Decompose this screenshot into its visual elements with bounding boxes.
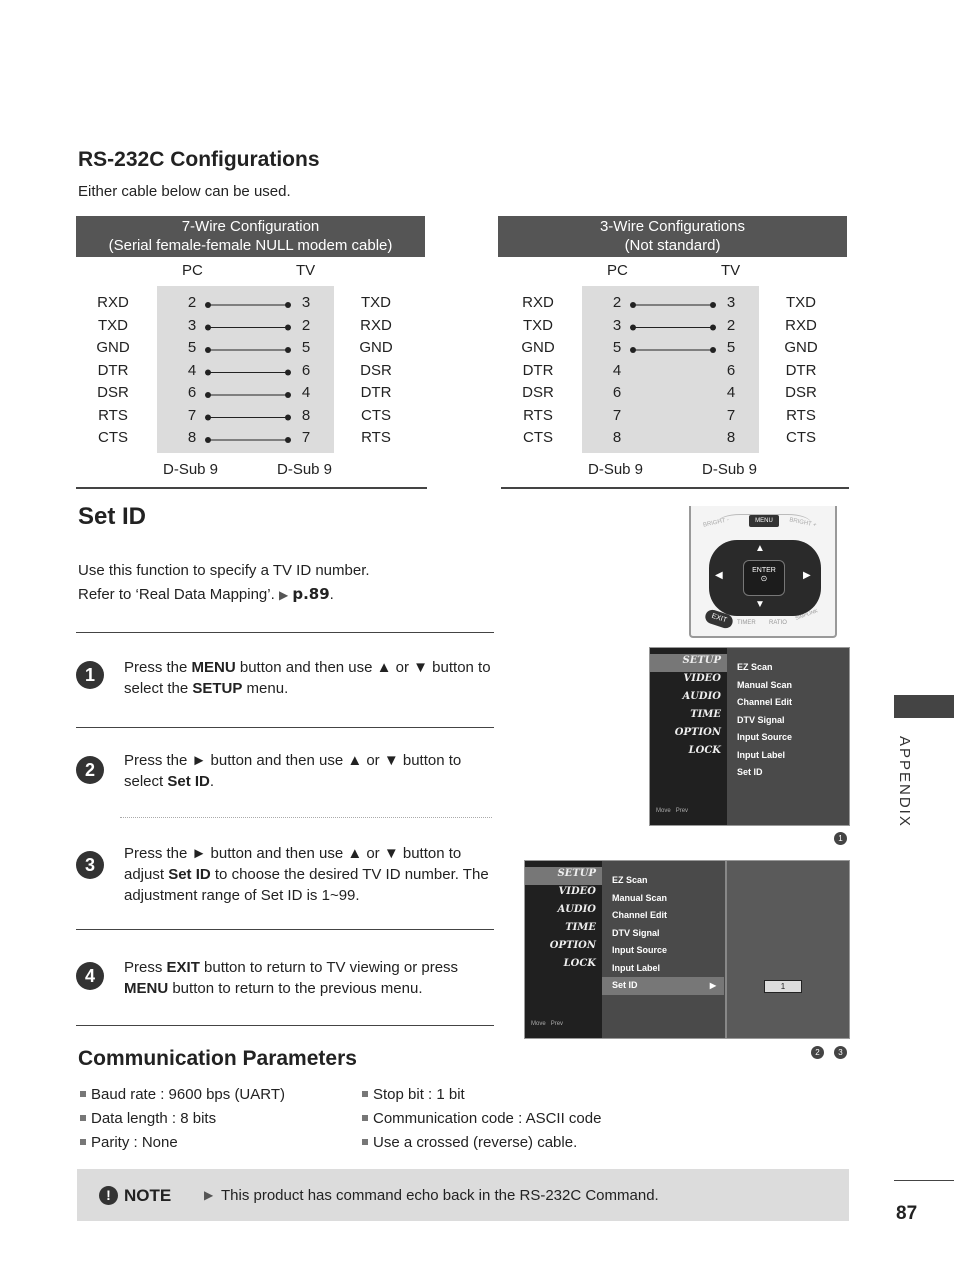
- seven-wire-rule: [76, 487, 427, 489]
- setid-value-field[interactable]: 1: [764, 980, 802, 993]
- bullet-icon: [362, 1139, 368, 1145]
- osd1-tab-option[interactable]: [650, 726, 727, 744]
- seven-wire-tv-label: TV: [296, 262, 316, 279]
- seven-wire-right-signal-5: CTS: [361, 406, 391, 424]
- three-wire-pc-pin-4: 6: [612, 384, 622, 401]
- step-4-key-exit: EXIT: [166, 959, 200, 976]
- seven-wire-pin-dot-0-0: [205, 302, 211, 308]
- three-wire-pc-pin-2: 5: [612, 339, 622, 356]
- three-wire-tv-pin-6: 8: [726, 429, 736, 446]
- three-wire-pc-pin-0: 2: [612, 294, 622, 311]
- three-wire-left-signal-2: GND: [521, 339, 555, 356]
- osd2-item-6[interactable]: [602, 977, 724, 995]
- osd-menu-2: [524, 860, 850, 1039]
- three-wire-pc-pin-1: 3: [612, 316, 622, 334]
- down-arrow-icon[interactable]: ▼: [755, 599, 765, 610]
- appendix-tab-marker: [894, 695, 954, 718]
- step-1-number: 1: [76, 661, 104, 689]
- osd1-tab-column: [650, 648, 727, 825]
- step-2-text: [124, 750, 499, 792]
- three-wire-pin-dot-2-0: [630, 347, 636, 353]
- seven-wire-pin-dot-5-1: [285, 415, 291, 421]
- timer-button[interactable]: TIMER: [737, 620, 756, 626]
- comm-param-data-length: [80, 1107, 285, 1131]
- seven-wire-pin-dot-4-0: [205, 392, 211, 398]
- osd1-item-label-5: Input Label: [737, 749, 785, 760]
- osd1-tab-lock[interactable]: [650, 744, 727, 762]
- osd1-item-label-4: Input Source: [737, 732, 793, 742]
- comm-param-baud: [80, 1083, 285, 1107]
- seven-wire-tv-pin-0: 3: [301, 294, 311, 311]
- seven-wire-header-line2: (Serial female-female NULL modem cable): [108, 237, 393, 254]
- seven-wire-pin-dot-6-1: [285, 437, 291, 443]
- osd2-item-1[interactable]: [602, 890, 724, 908]
- right-arrow-icon[interactable]: ▶: [803, 570, 811, 581]
- seven-wire-pc-pin-3: 4: [187, 361, 197, 379]
- bullet-icon: [362, 1115, 368, 1121]
- osd1-item-label-0: EZ Scan: [737, 662, 773, 672]
- seven-wire-tv-pin-6: 7: [301, 429, 311, 446]
- seven-wire-pin-dot-4-1: [285, 392, 291, 398]
- three-wire-dsub-right: D-Sub 9: [702, 461, 758, 478]
- osd-menu-1: [649, 647, 850, 826]
- seven-wire-pin-dot-0-1: [285, 302, 291, 308]
- step-2-key-setid: Set ID: [167, 773, 210, 790]
- seven-wire-pin-dot-3-0: [205, 370, 211, 376]
- seven-wire-connections: [157, 286, 334, 453]
- enter-dot-icon: ⊙: [760, 574, 768, 583]
- seven-wire-pin-dot-6-0: [205, 437, 211, 443]
- three-wire-right-signal-6: CTS: [786, 429, 816, 446]
- osd2-item-4[interactable]: [602, 942, 724, 960]
- seven-wire-right-signal-2: GND: [359, 339, 393, 356]
- osd1-item-3[interactable]: [727, 712, 849, 730]
- osd2-tab-lock-label: LOCK: [563, 958, 596, 969]
- setid-title: Set ID: [78, 503, 147, 530]
- three-wire-tv-label: TV: [721, 262, 741, 279]
- rs232-title: RS-232C Configurations: [78, 148, 320, 171]
- bright-plus-button[interactable]: BRIGHT +: [788, 517, 818, 529]
- three-wire-left-signal-4: DSR: [522, 384, 554, 401]
- seven-wire-left-signal-1: TXD: [98, 316, 128, 334]
- osd2-footer-prev: Prev: [550, 1021, 564, 1027]
- arrow-right-icon: ▶: [278, 588, 289, 602]
- osd1-tab-audio-label: AUDIO: [682, 691, 721, 702]
- three-wire-tv-pin-3: 6: [726, 361, 736, 379]
- osd2-footer-move: Move: [531, 1021, 546, 1027]
- osd2-item-label-2: Channel Edit: [612, 910, 668, 920]
- osd2-item-3[interactable]: [602, 925, 724, 943]
- three-wire-tv-pin-0: 3: [726, 294, 736, 311]
- step-1-key-setup: SETUP: [192, 680, 243, 697]
- step-4-mid: button to return to TV viewing or press: [199, 959, 459, 976]
- osd1-tab-setup-label: SETUP: [682, 655, 721, 666]
- osd2-tab-time[interactable]: [525, 921, 602, 939]
- three-wire-pc-label: PC: [607, 262, 628, 279]
- osd2-item-label-0: EZ Scan: [612, 875, 648, 885]
- seven-wire-tv-pin-1: 2: [301, 316, 311, 334]
- seven-wire-left-signals: [88, 292, 138, 450]
- three-wire-pin-dot-0-0: [630, 302, 636, 308]
- seven-wire-pin-dot-5-0: [205, 415, 211, 421]
- dpad: [709, 540, 821, 616]
- exit-button[interactable]: EXIT: [704, 608, 735, 630]
- osd2-item-list: [602, 872, 724, 995]
- comm-param-code: [362, 1107, 601, 1131]
- osd1-callout-1: 1: [834, 832, 847, 845]
- setid-intro-ref[interactable]: p.89: [292, 585, 330, 603]
- bullet-icon: [80, 1091, 86, 1097]
- three-wire-dsub-left: D-Sub 9: [588, 461, 644, 478]
- step-1-pre: Press the: [124, 659, 192, 676]
- three-wire-header-line2: (Not standard): [624, 237, 721, 254]
- osd2-tab-setup[interactable]: [525, 867, 602, 885]
- simplink-button[interactable]: SIMPLINK: [794, 608, 819, 622]
- seven-wire-left-signal-5: RTS: [98, 406, 128, 424]
- comm-param-cable-text: Use a crossed (reverse) cable.: [373, 1134, 578, 1151]
- osd2-item-2[interactable]: [602, 907, 724, 925]
- osd2-footer: [531, 1021, 563, 1027]
- osd1-item-1[interactable]: [727, 677, 849, 695]
- step-4-key-menu: MENU: [124, 980, 169, 997]
- osd2-value-panel: [727, 861, 849, 1038]
- osd2-tab-option[interactable]: [525, 939, 602, 957]
- note-text: This product has command echo back in the RS-232C Command.: [221, 1187, 659, 1204]
- seven-wire-header-line1: 7-Wire Configuration: [181, 218, 320, 235]
- osd1-item-label-6: Set ID: [737, 767, 763, 777]
- note-box: [77, 1169, 849, 1221]
- seven-wire-left-signal-3: DTR: [97, 361, 129, 379]
- three-wire-header-line1: 3-Wire Configurations: [599, 218, 746, 235]
- left-arrow-icon[interactable]: ◀: [715, 570, 723, 581]
- osd1-item-label-3: DTV Signal: [737, 714, 785, 725]
- rs232-subtitle: Either cable below can be used.: [78, 183, 291, 200]
- three-wire-pc-pin-3: 4: [612, 361, 622, 379]
- seven-wire-left-signal-2: GND: [96, 339, 130, 356]
- seven-wire-right-signal-1: RXD: [360, 316, 392, 334]
- seven-wire-right-signal-3: DSR: [360, 361, 392, 379]
- step-rule-1: [76, 632, 494, 633]
- osd2-item-label-4: Input Source: [612, 945, 668, 955]
- comm-param-data-length-text: Data length : 8 bits: [91, 1110, 217, 1127]
- seven-wire-pc-pin-1: 3: [187, 316, 197, 334]
- three-wire-left-signal-6: CTS: [523, 429, 553, 446]
- step-3-text: [124, 843, 499, 906]
- osd1-tab-time[interactable]: [650, 708, 727, 726]
- three-wire-pc-pin-5: 7: [612, 406, 622, 424]
- osd1-tab-video[interactable]: [650, 672, 727, 690]
- comm-title: Communication Parameters: [78, 1047, 357, 1070]
- osd1-item-0[interactable]: [727, 659, 849, 677]
- three-wire-left-signal-0: RXD: [522, 294, 554, 311]
- step-rule-2: [76, 727, 494, 728]
- osd1-item-5[interactable]: [727, 747, 849, 765]
- step-2-post: .: [209, 773, 215, 790]
- seven-wire-pc-pin-5: 7: [187, 406, 197, 424]
- seven-wire-pc-pin-0: 2: [187, 294, 197, 311]
- seven-wire-tv-pin-4: 4: [301, 384, 311, 401]
- osd2-tab-lock[interactable]: [525, 957, 602, 975]
- osd1-item-label-2: Channel Edit: [737, 697, 793, 707]
- three-wire-right-signal-0: TXD: [786, 294, 816, 311]
- three-wire-tv-pin-5: 7: [726, 406, 736, 424]
- comm-param-baud-text: Baud rate : 9600 bps (UART): [91, 1086, 285, 1103]
- osd2-tab-time-label: TIME: [565, 922, 596, 933]
- osd1-tab-setup[interactable]: [650, 654, 727, 672]
- step-rule-3: [76, 929, 494, 930]
- seven-wire-left-signal-6: CTS: [98, 429, 128, 446]
- remote-control: [689, 506, 837, 638]
- step-1-mid: button and then use ▲ or ▼ button to select the: [124, 659, 491, 697]
- three-wire-left-signal-3: DTR: [522, 361, 554, 379]
- exclamation-icon: !: [99, 1186, 118, 1205]
- osd1-footer-prev: Prev: [675, 808, 689, 814]
- step-2-number: 2: [76, 756, 104, 784]
- seven-wire-pc-label: PC: [182, 262, 203, 279]
- three-wire-tv-pin-1: 2: [726, 316, 736, 334]
- step-rule-4: [76, 1025, 494, 1026]
- three-wire-pin-dot-2-1: [710, 347, 716, 353]
- step-rule-dotted: [120, 817, 492, 818]
- three-wire-connections: [582, 286, 759, 453]
- three-wire-header: [498, 216, 847, 257]
- osd2-item-label-6: Set ID: [612, 980, 638, 990]
- step-1-key-menu: MENU: [191, 659, 236, 676]
- seven-wire-pin-dot-3-1: [285, 370, 291, 376]
- seven-wire-pc-pin-2: 5: [187, 339, 197, 356]
- osd2-tab-setup-label: SETUP: [557, 868, 596, 879]
- three-wire-right-signal-1: RXD: [785, 316, 817, 334]
- osd2-callout-3: 3: [834, 1046, 847, 1059]
- step-1-text: [124, 657, 499, 699]
- osd1-item-label-1: Manual Scan: [737, 679, 793, 690]
- osd1-item-2[interactable]: [727, 694, 849, 712]
- osd1-item-list: [727, 659, 849, 782]
- seven-wire-pin-dot-2-0: [205, 347, 211, 353]
- three-wire-tv-pin-2: 5: [726, 339, 736, 356]
- three-wire-right-signal-4: DSR: [785, 384, 817, 401]
- enter-button[interactable]: [743, 560, 785, 596]
- step-4-number: 4: [76, 962, 104, 990]
- page-number-rule: [894, 1180, 954, 1181]
- menu-button[interactable]: MENU: [749, 515, 779, 527]
- three-wire-right-signal-3: DTR: [785, 361, 817, 379]
- comm-params-right: [362, 1083, 601, 1155]
- up-arrow-icon[interactable]: ▲: [755, 543, 765, 554]
- seven-wire-right-signal-4: DTR: [360, 384, 392, 401]
- seven-wire-tv-pin-5: 8: [301, 406, 311, 424]
- osd1-tab-audio[interactable]: [650, 690, 727, 708]
- bullet-icon: [362, 1091, 368, 1097]
- step-1-post: menu.: [242, 680, 289, 697]
- osd2-tab-audio[interactable]: [525, 903, 602, 921]
- step-2-pre: Press the ► button and then use ▲ or ▼ button to select: [124, 752, 462, 790]
- osd1-footer-move: Move: [656, 808, 671, 814]
- osd2-tab-video[interactable]: [525, 885, 602, 903]
- osd2-item-label-5: Input Label: [612, 962, 660, 973]
- seven-wire-dsub-left: D-Sub 9: [163, 461, 219, 478]
- appendix-side-label: APPENDIX: [896, 736, 913, 828]
- step-3-key-setid: Set ID: [168, 866, 211, 883]
- three-wire-right-signal-5: RTS: [786, 406, 816, 424]
- seven-wire-pc-pin-4: 6: [187, 384, 197, 401]
- step-4-text: [124, 957, 484, 999]
- osd2-tab-column: [525, 861, 602, 1038]
- arrow-right-icon: ▶: [204, 1188, 214, 1202]
- three-wire-left-signal-5: RTS: [523, 406, 553, 424]
- comm-params-left: [80, 1083, 285, 1155]
- three-wire-pc-pin-6: 8: [612, 429, 622, 446]
- seven-wire-pin-dot-1-1: [285, 325, 291, 331]
- seven-wire-dsub-right: D-Sub 9: [277, 461, 333, 478]
- page-number: 87: [896, 1203, 918, 1224]
- osd1-tab-time-label: TIME: [690, 709, 721, 720]
- three-wire-rule: [501, 487, 849, 489]
- osd1-tab-video-label: VIDEO: [683, 673, 721, 684]
- setid-intro-line1: Use this function to specify a TV ID number.: [78, 562, 370, 579]
- seven-wire-header: [76, 216, 425, 257]
- note-label: NOTE: [124, 1186, 172, 1205]
- seven-wire-left-signal-4: DSR: [97, 384, 129, 401]
- osd2-item-label-1: Manual Scan: [612, 892, 668, 903]
- seven-wire-tv-pin-3: 6: [301, 361, 311, 379]
- bright-minus-button[interactable]: BRIGHT -: [702, 517, 730, 529]
- step-3-pre: Press the ► button and then use ▲ or ▼ button to adjust: [124, 845, 462, 883]
- osd2-tab-video-label: VIDEO: [558, 886, 596, 897]
- seven-wire-right-signal-0: TXD: [361, 294, 391, 311]
- setid-intro-line2: Refer to ‘Real Data Mapping’. ▶ p.89.: [78, 585, 334, 603]
- comm-param-stop-bit: [362, 1083, 601, 1107]
- osd2-item-label-3: DTV Signal: [612, 927, 660, 938]
- three-wire-left-signals: [513, 292, 563, 450]
- comm-param-parity: [80, 1131, 285, 1155]
- osd1-tab-option-label: OPTION: [674, 727, 721, 738]
- bullet-icon: [80, 1115, 86, 1121]
- three-wire-tv-pin-4: 4: [726, 384, 736, 401]
- step-4-post: button to return to the previous menu.: [168, 980, 423, 997]
- ratio-button[interactable]: RATIO: [769, 620, 787, 626]
- seven-wire-right-signal-6: RTS: [361, 429, 391, 446]
- setid-intro-text: Refer to ‘Real Data Mapping’.: [78, 586, 275, 603]
- osd2-tab-audio-label: AUDIO: [557, 904, 596, 915]
- osd2-item-0[interactable]: [602, 872, 724, 890]
- comm-param-code-text: Communication code : ASCII code: [373, 1110, 602, 1127]
- seven-wire-tv-pin-2: 5: [301, 339, 311, 356]
- osd1-item-6[interactable]: [727, 764, 849, 782]
- seven-wire-pin-dot-2-1: [285, 347, 291, 353]
- bullet-icon: [80, 1139, 86, 1145]
- three-wire-pin-dot-0-1: [710, 302, 716, 308]
- step-3-post: to choose the desired TV ID number. The adjustment range of Set ID is 1~99.: [124, 866, 489, 904]
- step-4-pre: Press: [124, 959, 167, 976]
- comm-param-stop-bit-text: Stop bit : 1 bit: [373, 1086, 465, 1103]
- seven-wire-pin-dot-1-0: [205, 325, 211, 331]
- enter-label: ENTER: [752, 567, 776, 574]
- osd2-callout-2: 2: [811, 1046, 824, 1059]
- step-3-number: 3: [76, 851, 104, 879]
- arrow-right-icon: ▶: [709, 981, 716, 990]
- osd2-tab-option-label: OPTION: [549, 940, 596, 951]
- three-wire-pin-dot-1-1: [710, 325, 716, 331]
- three-wire-left-signal-1: TXD: [523, 316, 553, 334]
- three-wire-pin-dot-1-0: [630, 325, 636, 331]
- seven-wire-pc-pin-6: 8: [187, 429, 197, 446]
- comm-param-cable: [362, 1131, 601, 1155]
- seven-wire-left-signal-0: RXD: [97, 294, 129, 311]
- seven-wire-right-signals: [351, 292, 401, 450]
- osd1-item-4[interactable]: [727, 729, 849, 747]
- three-wire-right-signal-2: GND: [784, 339, 818, 356]
- osd1-tab-lock-label: LOCK: [688, 745, 721, 756]
- three-wire-right-signals: [776, 292, 826, 450]
- osd2-item-5[interactable]: [602, 960, 724, 978]
- osd1-footer: [656, 808, 688, 814]
- comm-param-parity-text: Parity : None: [91, 1134, 178, 1151]
